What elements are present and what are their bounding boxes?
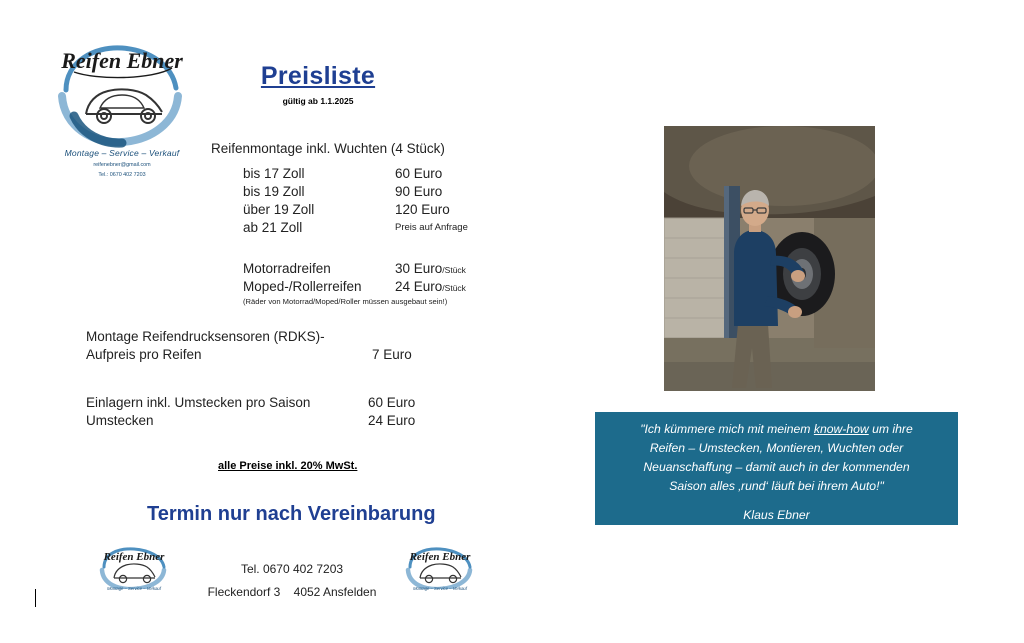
row-price-swap: 24 Euro [368, 413, 416, 428]
row-price-moped [395, 279, 466, 294]
footer-logo-left-graphic [96, 545, 172, 589]
logo-tagline: Montage – Service – Verkauf [64, 148, 180, 158]
row-label-storage: Einlagern inkl. Umstecken pro Saison [86, 395, 311, 410]
quote-box [595, 412, 958, 525]
row-price-17: 60 Euro [395, 166, 443, 181]
workshop-photo-graphic [664, 126, 875, 391]
page-title: Preisliste [260, 62, 376, 90]
row-price-motorcycle [395, 261, 466, 276]
quote-line-1b: um ihre [868, 422, 913, 436]
row-price-over19: 120 Euro [395, 202, 450, 217]
footer-phone: Tel. 0670 402 7203 [240, 562, 344, 576]
quote-line-1 [595, 420, 958, 439]
footer-logo-right-tagline: Montage – Service – Verkauf [413, 586, 467, 591]
logo-phone: Tel.: 0670 402 7203 [98, 172, 146, 178]
row-label-swap: Umstecken [86, 413, 154, 428]
footer-logo-left [96, 545, 172, 601]
row-price-moped-unit: /Stück [442, 283, 466, 293]
quote-line-4: Saison alles ‚rund‘ läuft bei ihrem Auto!" [669, 479, 884, 493]
footer-logo-right [402, 545, 478, 601]
text-caret [35, 589, 36, 607]
footer-logo-right-graphic [402, 545, 478, 589]
svg-text:Reifen Ebner: Reifen Ebner [409, 551, 471, 563]
rdks-line-2: Aufpreis pro Reifen [86, 347, 202, 362]
quote-line-1a: "Ich kümmere mich mit meinem [640, 422, 814, 436]
quote-line-2: Reifen – Umstecken, Montieren, Wuchten oder [649, 441, 904, 455]
workshop-photo [664, 126, 875, 391]
row-price-19: 90 Euro [395, 184, 443, 199]
rdks-price: 7 Euro [372, 347, 412, 362]
footer-address-street: Fleckendorf 3 [207, 585, 281, 599]
row-label-19: bis 19 Zoll [243, 184, 305, 199]
footer-address-city: 4052 Ansfelden [293, 585, 377, 599]
quote-author: Klaus Ebner [743, 508, 810, 522]
svg-text:Reifen Ebner: Reifen Ebner [61, 48, 183, 73]
appointment-note: Termin nur nach Vereinbarung [147, 503, 436, 525]
quote-line-1-underline: know-how [813, 422, 869, 436]
svg-text:Reifen Ebner: Reifen Ebner [103, 551, 165, 563]
row-price-moped-value: 24 Euro [395, 279, 443, 294]
note-twowheel: (Räder von Motorrad/Moped/Roller müssen ausgebaut sein!) [243, 297, 448, 306]
row-price-motorcycle-unit: /Stück [442, 265, 466, 275]
quote-line-3: Neuanschaffung – damit auch in der kommenden [643, 460, 910, 474]
row-label-moped: Moped-/Rollerreifen [243, 279, 362, 294]
section-heading-mounting: Reifenmontage inkl. Wuchten (4 Stück) [211, 141, 445, 156]
company-logo [48, 38, 196, 183]
row-label-motorcycle: Motorradreifen [243, 261, 331, 276]
logo-email: reifenebner@gmail.com [93, 162, 151, 168]
footer-address [180, 585, 404, 599]
row-label-21: ab 21 Zoll [243, 220, 303, 235]
page-subtitle: gültig ab 1.1.2025 [282, 96, 354, 106]
row-price-storage: 60 Euro [368, 395, 416, 410]
row-price-21: Preis auf Anfrage [395, 222, 468, 233]
row-label-over19: über 19 Zoll [243, 202, 315, 217]
rdks-line-1: Montage Reifendrucksensoren (RDKS)- [86, 329, 325, 344]
vat-note: alle Preise inkl. 20% MwSt. [218, 460, 358, 472]
logo-graphic [48, 38, 196, 150]
row-label-17: bis 17 Zoll [243, 166, 305, 181]
row-price-motorcycle-value: 30 Euro [395, 261, 443, 276]
footer-logo-left-tagline: Montage – Service – Verkauf [107, 586, 161, 591]
